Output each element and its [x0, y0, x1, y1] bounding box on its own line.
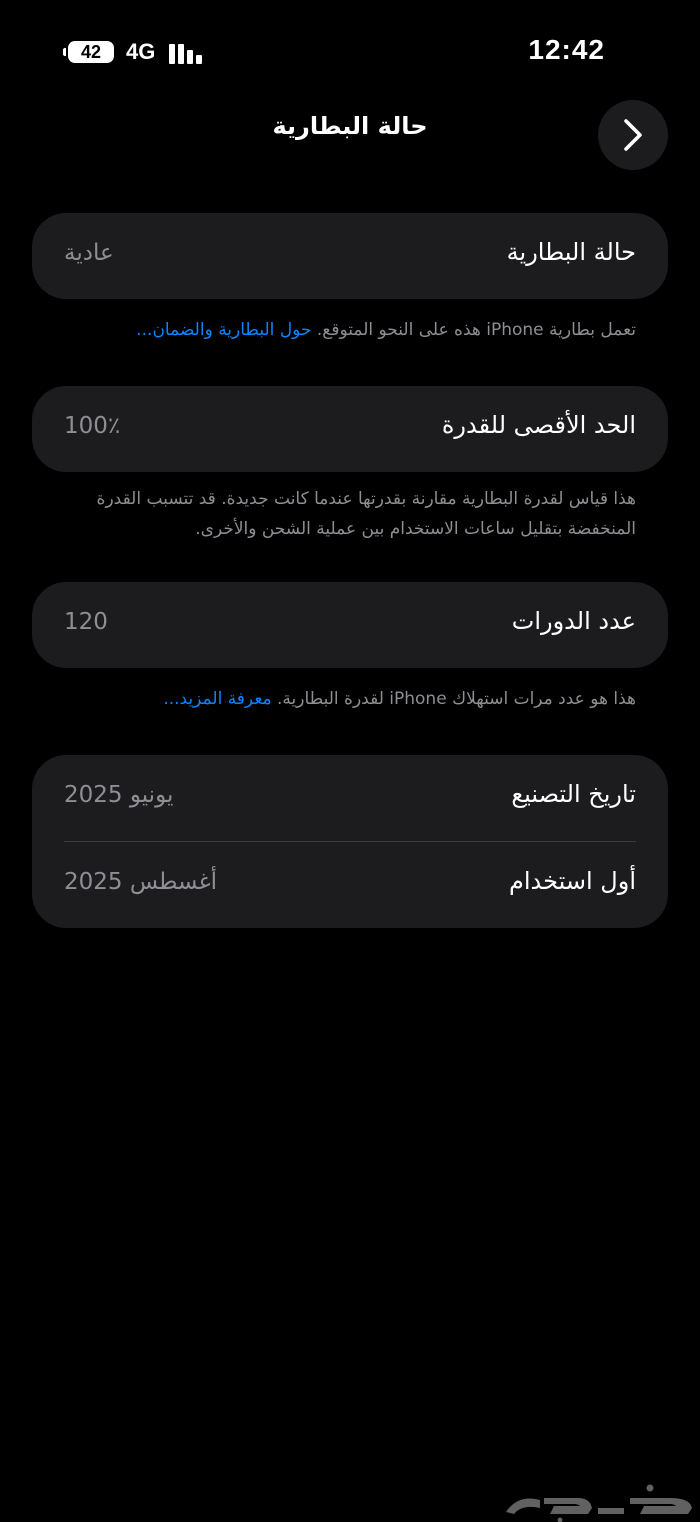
cycle-count-note — [70, 684, 636, 714]
signal-bars-icon — [169, 42, 205, 64]
max-capacity-row — [32, 386, 668, 472]
cycle-count-value: 120 — [64, 609, 108, 635]
battery-health-card — [32, 213, 668, 299]
battery-warranty-link[interactable]: حول البطارية والضمان... — [136, 320, 312, 340]
battery-health-value: عادية — [64, 240, 114, 266]
first-use-row — [32, 842, 668, 928]
manufacture-date-row — [32, 755, 668, 841]
cycle-count-row — [32, 582, 668, 668]
clock: 12:42 — [528, 34, 605, 65]
max-capacity-note-text: هذا قياس لقدرة البطارية مقارنة بقدرتها عندما كانت جديدة. قد تتسبب القدرة المنخفضة بتقليل ساعات الاستخدام بين عملية الشحن والأخرى. — [96, 489, 636, 539]
status-bar — [0, 0, 700, 100]
cycle-count-note-text: هذا هو عدد مرات استهلاك iPhone لقدرة البطارية. — [277, 689, 636, 709]
page-title: حالة البطارية — [272, 112, 428, 140]
max-capacity-label: الحد الأقصى للقدرة — [441, 411, 636, 439]
first-use-label: أول استخدام — [509, 867, 636, 895]
learn-more-link[interactable]: معرفة المزيد... — [163, 689, 272, 709]
max-capacity-card — [32, 386, 668, 472]
dates-card — [32, 755, 668, 928]
first-use-value: أغسطس 2025 — [64, 869, 217, 895]
back-button[interactable] — [598, 100, 668, 170]
max-capacity-value: 100٪ — [64, 413, 121, 439]
chevron-right-icon — [622, 118, 644, 152]
max-capacity-note — [70, 484, 636, 544]
battery-health-row — [32, 213, 668, 299]
manufacture-date-label: تاريخ التصنيع — [511, 780, 636, 808]
battery-health-note-text: تعمل بطارية iPhone هذه على النحو المتوقع. — [316, 320, 636, 340]
manufacture-date-value: يونيو 2025 — [64, 782, 174, 808]
battery-level: 42 — [80, 41, 102, 62]
network-type: 4G — [126, 39, 156, 64]
battery-health-note — [70, 315, 636, 345]
battery-icon — [68, 41, 114, 63]
haraj-watermark-logo — [500, 1478, 700, 1522]
battery-health-label: حالة البطارية — [506, 238, 636, 266]
cycle-count-label: عدد الدورات — [511, 607, 636, 635]
cycle-count-card — [32, 582, 668, 668]
